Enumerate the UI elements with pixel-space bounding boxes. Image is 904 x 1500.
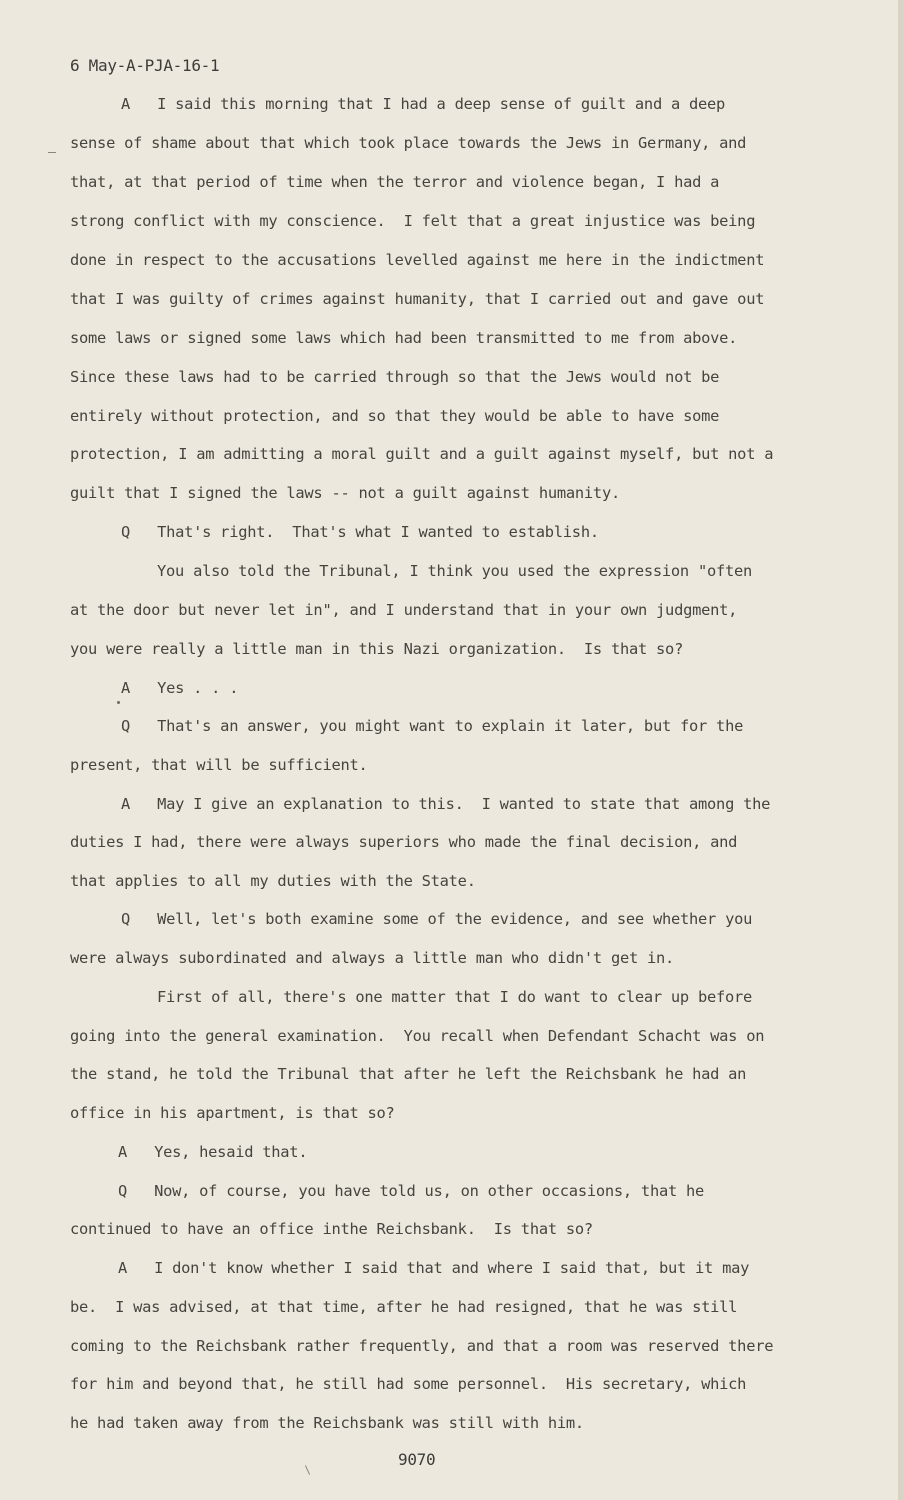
text-line: A I don't know whether I said that and where I said that, but it may bbox=[118, 1259, 750, 1277]
text-line: Q Now, of course, you have told us, on other occasions, that he bbox=[118, 1182, 705, 1200]
text-line: be. I was advised, at that time, after he had resigned, that he was still bbox=[70, 1298, 738, 1316]
text-line: were always subordinated and always a little man who didn't get in. bbox=[70, 949, 675, 967]
text-line: sense of shame about that which took place towards the Jews in Germany, and bbox=[70, 134, 747, 152]
text-line: Since these laws had to be carried through so that the Jews would not be bbox=[70, 368, 720, 386]
text-line: strong conflict with my conscience. I felt that a great injustice was being bbox=[70, 212, 756, 230]
text-line: A Yes . . . bbox=[121, 679, 239, 697]
text-line: the stand, he told the Tribunal that after he left the Reichsbank he had an bbox=[70, 1065, 747, 1083]
text-line: continued to have an office inthe Reichsbank. Is that so? bbox=[70, 1220, 593, 1238]
text-line: A Yes, hesaid that. bbox=[118, 1143, 308, 1161]
text-line: duties I had, there were always superiors who made the final decision, and bbox=[70, 833, 738, 851]
text-line: done in respect to the accusations levelled against me here in the indictment bbox=[70, 251, 765, 269]
text-line: guilt that I signed the laws -- not a guilt against humanity. bbox=[70, 484, 620, 502]
text-line: protection, I am admitting a moral guilt and a guilt against myself, but not a bbox=[70, 445, 774, 463]
text-line: present, that will be sufficient. bbox=[70, 756, 368, 774]
text-line: You also told the Tribunal, I think you used the expression "often bbox=[157, 562, 753, 580]
document-reference: 6 May-A-PJA-16-1 bbox=[70, 56, 220, 75]
text-line: that, at that period of time when the terror and violence began, I had a bbox=[70, 173, 720, 191]
text-line: he had taken away from the Reichsbank was still with him. bbox=[70, 1414, 584, 1432]
text-line: Q That's right. That's what I wanted to establish. bbox=[121, 523, 599, 541]
text-line: going into the general examination. You recall when Defendant Schacht was on bbox=[70, 1027, 765, 1045]
stray-tick bbox=[305, 1465, 310, 1474]
text-line: some laws or signed some laws which had been transmitted to me from above. bbox=[70, 329, 738, 347]
text-line: that applies to all my duties with the State. bbox=[70, 872, 476, 890]
text-line: Q That's an answer, you might want to explain it later, but for the bbox=[121, 717, 744, 735]
text-line: Q Well, let's both examine some of the evidence, and see whether you bbox=[121, 910, 753, 928]
text-line: A I said this morning that I had a deep sense of guilt and a deep bbox=[121, 95, 726, 113]
text-line: entirely without protection, and so that they would be able to have some bbox=[70, 407, 720, 425]
page-number: 9070 bbox=[398, 1450, 436, 1469]
text-line: for him and beyond that, he still had some personnel. His secretary, which bbox=[70, 1375, 747, 1393]
stray-dot bbox=[117, 701, 120, 704]
text-line: First of all, there's one matter that I do want to clear up before bbox=[157, 988, 753, 1006]
margin-mark bbox=[48, 152, 56, 153]
text-line: at the door but never let in", and I understand that in your own judgment, bbox=[70, 601, 738, 619]
text-line: coming to the Reichsbank rather frequently, and that a room was reserved there bbox=[70, 1337, 774, 1355]
text-line: office in his apartment, is that so? bbox=[70, 1104, 395, 1122]
text-line: that I was guilty of crimes against humanity, that I carried out and gave out bbox=[70, 290, 765, 308]
text-line: you were really a little man in this Nazi organization. Is that so? bbox=[70, 640, 684, 658]
text-line: A May I give an explanation to this. I wanted to state that among the bbox=[121, 795, 771, 813]
